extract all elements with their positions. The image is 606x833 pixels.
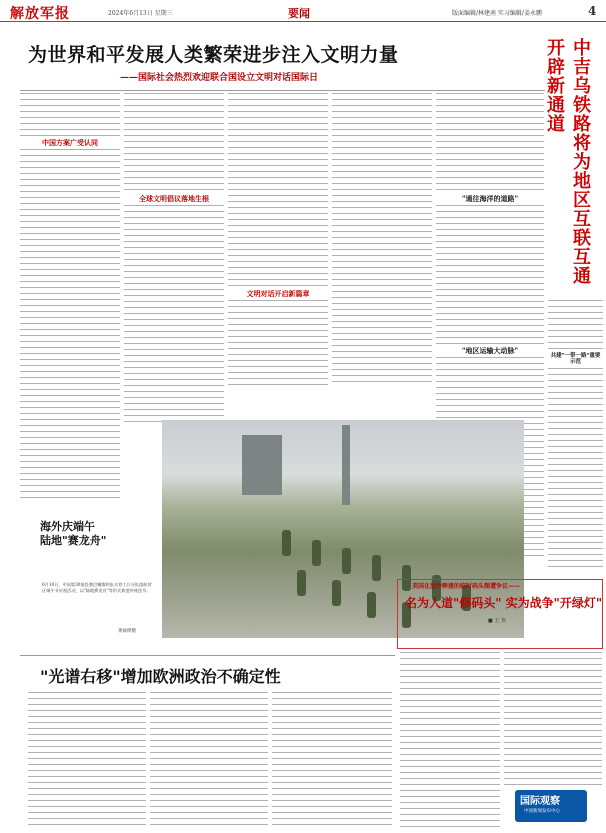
main-subhead: ——国际社会热烈欢迎联合国设立文明对话国际日 xyxy=(120,73,319,83)
photo-building xyxy=(242,435,282,495)
article-column-4 xyxy=(332,93,432,393)
photo-figure xyxy=(282,530,291,556)
section-heading-a: "通往海洋的道路" xyxy=(461,194,519,203)
main-headline: 为世界和平发展人类繁荣进步注入文明力量 xyxy=(28,44,399,66)
photo-figure xyxy=(297,570,306,596)
bottom-column-3 xyxy=(272,692,392,827)
section-heading-2: 全球文明倡议落地生根 xyxy=(139,194,209,203)
photo-caption: 6月10日，中国第30批赴黎巴嫩维和步兵营工兵分队组织营区端午节庆祝活动，以"陆地赛龙舟"等形式欢度传统佳节。 xyxy=(42,582,152,593)
section-heading-c: 共建"一带一路"重要示范 xyxy=(550,353,601,366)
headline-rule xyxy=(20,90,545,91)
side-article-title xyxy=(40,520,106,548)
bottom-column-1 xyxy=(28,692,146,827)
issue-date: 2024年6月13日 星期三 xyxy=(108,10,173,17)
boxed-column-2 xyxy=(504,652,602,787)
photo-figure xyxy=(332,580,341,606)
vertical-headline: 中吉乌铁路将为地区互联互通开辟新通道 xyxy=(544,38,591,285)
boxed-column-1 xyxy=(400,652,500,827)
bottom-rule xyxy=(20,655,395,656)
editor-credit: 版面编辑/林建南 实习编辑/姜永鹏 xyxy=(452,10,542,17)
photo-figure xyxy=(342,548,351,574)
newspaper-brand: 解放军报 xyxy=(10,6,70,22)
badge-title: 国际观察 xyxy=(520,796,560,807)
side-title-line-1: 海外庆端午 xyxy=(40,520,95,533)
section-title: 要闻 xyxy=(288,7,310,20)
page-number: 4 xyxy=(588,4,597,18)
bottom-headline: "光谱右移"增加欧洲政治不确定性 xyxy=(40,667,281,686)
boxed-headline: 名为人道"修码头" 实为战争"开绿灯" xyxy=(405,596,603,610)
article-column-6 xyxy=(548,300,603,570)
section-heading-3: 文明对话开启新篇章 xyxy=(246,289,310,298)
article-column-1 xyxy=(20,93,120,503)
photo-figure xyxy=(312,540,321,566)
boxed-kicker: 美国在加沙释建的临时码头频遭争议—— xyxy=(412,583,521,590)
photo-figure xyxy=(372,555,381,581)
article-column-3 xyxy=(228,93,328,393)
photo-figure xyxy=(367,592,376,618)
section-heading-1: 中国方案广受认同 xyxy=(42,138,98,147)
photo-tower xyxy=(342,425,350,505)
photo-credit: 黄硕烨摄 xyxy=(118,629,136,634)
side-title-line-2: 陆地"赛龙舟" xyxy=(40,534,107,547)
boxed-author: ■ 王 欢 xyxy=(488,618,506,624)
bottom-column-2 xyxy=(150,692,268,827)
section-heading-b: "地区运输大动脉" xyxy=(461,346,519,356)
badge-subtitle: 中国新闻发布中心 xyxy=(524,809,560,814)
